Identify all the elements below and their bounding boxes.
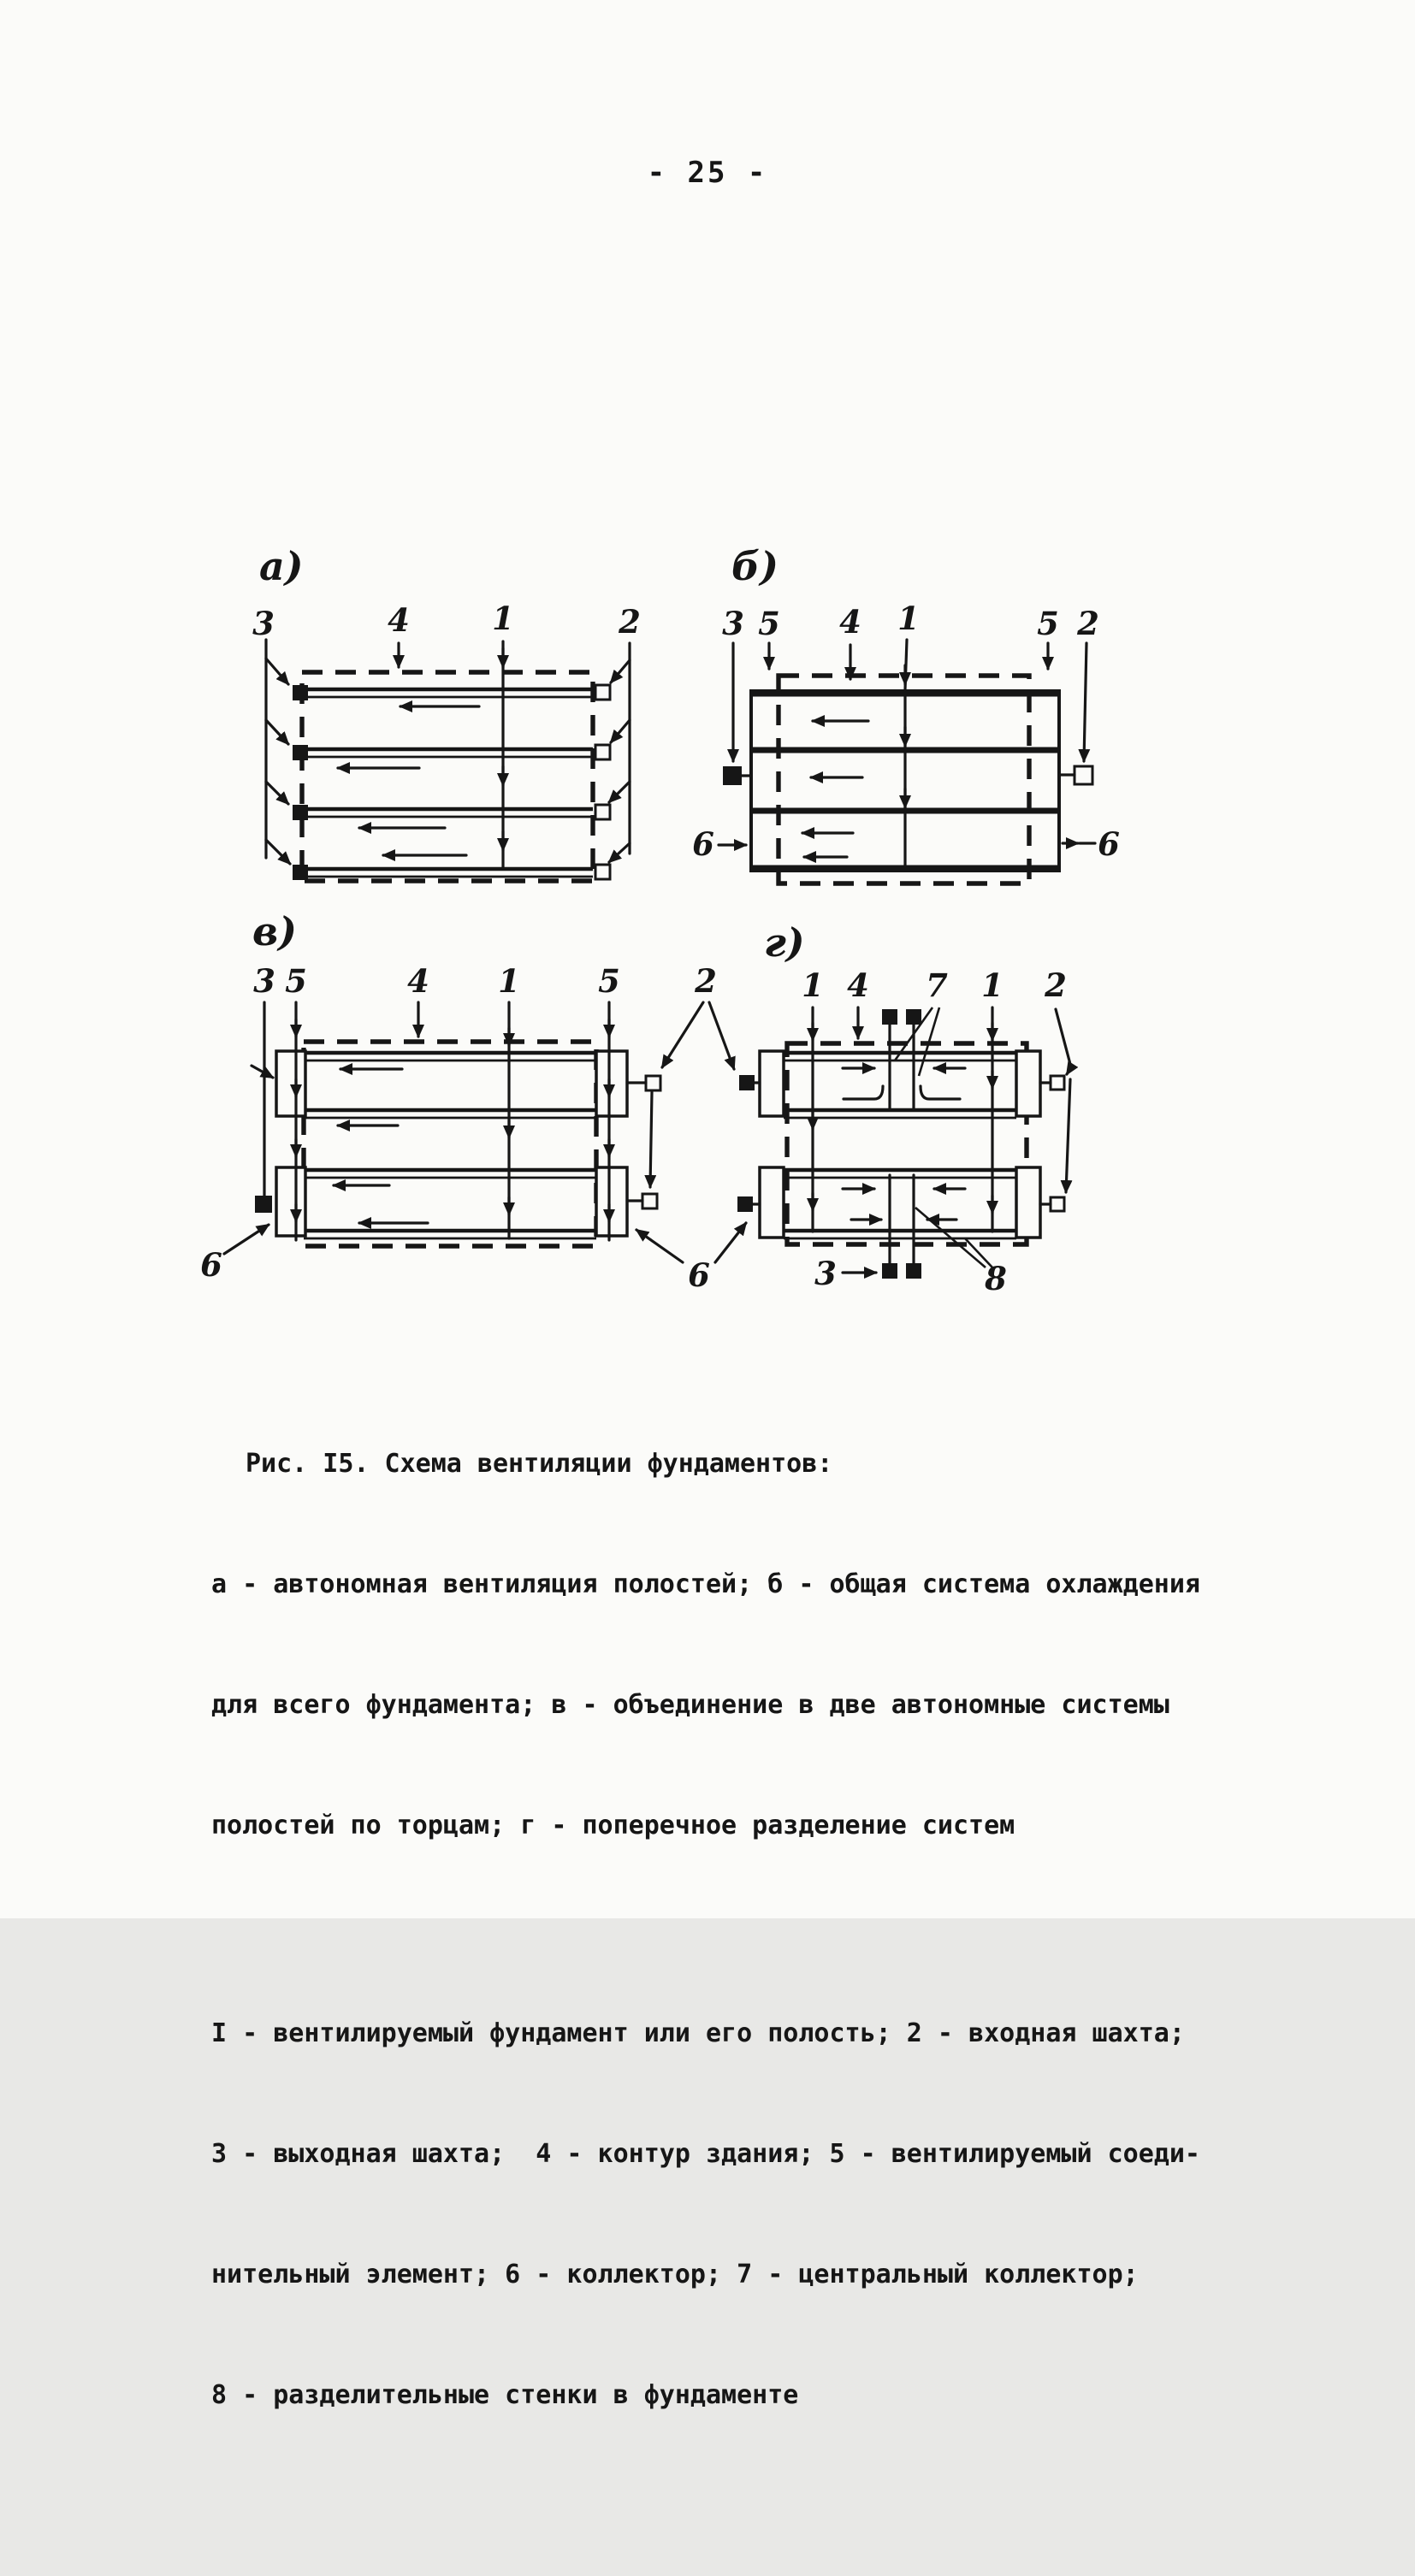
callout-1: 1: [981, 966, 1004, 1004]
callout-1: 1: [802, 966, 824, 1004]
callout-2: 2: [695, 962, 717, 1000]
figure-15-diagram: [154, 513, 1258, 1334]
callout-1: 1: [897, 600, 920, 637]
collector-caps-v: [276, 1051, 627, 1236]
diagram-a-label: а): [259, 543, 304, 589]
callout-1: 1: [498, 962, 520, 1000]
callout-1: 1: [492, 600, 514, 637]
collector-leaders-b: [719, 843, 1095, 845]
callout-7: 7: [926, 966, 948, 1004]
callout-3: 3: [252, 605, 275, 642]
legend-line-3: нительный элемент; 6 - коллектор; 7 - центральный коллектор;: [211, 2260, 1139, 2289]
callout-4: 4: [388, 601, 410, 639]
diagram-v-label: в): [252, 908, 297, 954]
callout-6: 6: [688, 1256, 710, 1294]
flow-arrows-a: [338, 706, 479, 855]
foundation-body-b: [751, 691, 1059, 871]
flow-arrows-v: [334, 1069, 428, 1223]
callout-leaders-b: [733, 640, 1086, 807]
flow-arrows-g: [843, 1068, 965, 1220]
callout-4: 4: [847, 966, 869, 1004]
callout-6: 6: [200, 1246, 222, 1284]
foundation-cavities-a: [302, 689, 593, 877]
legend-line-2: 3 - выходная шахта; 4 - контур здания; 5 - вентилируемый соеди-: [211, 2139, 1200, 2169]
callout-3: 3: [814, 1255, 837, 1292]
figure-legend: [211, 1933, 1264, 2496]
callout-2: 2: [619, 603, 641, 641]
callout-6: 6: [692, 825, 714, 863]
callout-3: 3: [722, 605, 744, 642]
diagram-b-label: б): [731, 543, 779, 589]
figure-caption-title: Рис. I5. Схема вентиляции фундаментов:: [246, 1449, 833, 1479]
callout-8: 8: [985, 1260, 1007, 1297]
flow-arrows-b: [802, 721, 868, 857]
callout-2: 2: [1077, 605, 1099, 642]
callout-4: 4: [407, 962, 429, 1000]
callout-4: 4: [839, 603, 861, 641]
callout-5: 5: [598, 962, 620, 1000]
building-contour-g: [787, 1043, 1027, 1244]
callout-3: 3: [253, 962, 275, 1000]
foundation-cavities-v: [304, 1053, 596, 1238]
exhaust-shaft-a: [266, 640, 308, 880]
diagram-g: [737, 919, 1071, 1297]
diagram-b: [692, 543, 1120, 883]
callout-5: 5: [1037, 605, 1059, 642]
figure-caption: [211, 1363, 1264, 2576]
page-number: - 25 -: [647, 156, 768, 190]
caption-line-3: полостей по торцам; г - поперечное разделение систем: [211, 1811, 1015, 1840]
diagram-v: [200, 908, 746, 1294]
diagram-a: [252, 543, 641, 881]
legend-line-4: 8 - разделительные стенки в фундаменте: [211, 2380, 799, 2410]
callout-leaders-a: [399, 641, 503, 869]
caption-line-1: а - автономная вентиляция полостей; б - общая система охлаждения: [211, 1569, 1200, 1599]
inlet-shaft-a: [595, 643, 630, 879]
legend-line-1: I - вентилируемый фундамент или его полость; 2 - входная шахта;: [211, 2018, 1185, 2048]
inlet-shaft-leaders-v: [627, 1002, 734, 1208]
diagram-g-label: г): [764, 919, 805, 966]
callout-5: 5: [285, 962, 307, 1000]
callout-2: 2: [1045, 966, 1067, 1004]
callout-6: 6: [1098, 825, 1120, 863]
building-contour-a: [302, 672, 593, 881]
collector-caps-g: [760, 1051, 1040, 1238]
building-contour-v: [304, 1042, 596, 1246]
caption-line-2: для всего фундамента; в - объединение в две автономные системы: [211, 1690, 1169, 1720]
foundation-cavities-g: [784, 1053, 1016, 1238]
callout-5: 5: [758, 605, 780, 642]
